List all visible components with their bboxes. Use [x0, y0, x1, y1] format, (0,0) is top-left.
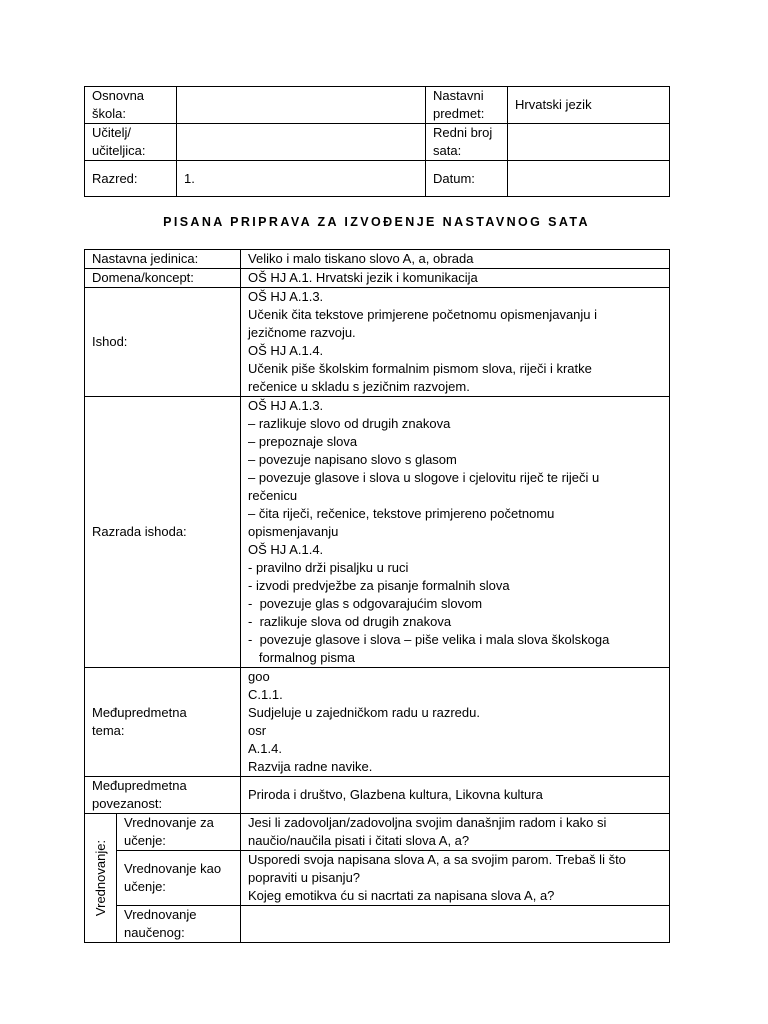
- eval-for-label: Vrednovanje za učenje:: [117, 814, 241, 851]
- row-cross-topic: [85, 668, 670, 777]
- evaluation-label: Vrednovanje:: [92, 839, 108, 917]
- row-correlation: [85, 777, 670, 814]
- text-line: Jesi li zadovoljan/zadovoljna svojim današnjim radom i kako si: [248, 815, 607, 830]
- text-line: rečenice u skladu s jezičnim razvojem.: [248, 379, 470, 394]
- teacher-label: Učitelj/ učiteljica:: [85, 124, 177, 161]
- domain-value[interactable]: OŠ HJ A.1. Hrvatski jezik i komunikacija: [241, 269, 670, 288]
- row-domain: [85, 269, 670, 288]
- text-line: naučio/naučila pisati i čitati slova A, a?: [248, 833, 470, 848]
- eval-for-value[interactable]: [241, 814, 670, 851]
- text-line: - izvodi predvježbe za pisanje formalnih slova: [248, 578, 510, 593]
- correlation-label: Međupredmetna povezanost:: [85, 777, 241, 814]
- lesson-number-label: Redni broj sata:: [426, 124, 508, 161]
- text-line: – prepoznaje slova: [248, 434, 358, 449]
- lesson-plan-table: [84, 249, 670, 943]
- page-title: PISANA PRIPRAVA ZA IZVOĐENJE NASTAVNOG SATA: [163, 215, 590, 229]
- correlation-value[interactable]: Priroda i društvo, Glazbena kultura, Likovna kultura: [241, 777, 670, 814]
- elaboration-value[interactable]: [241, 397, 670, 668]
- text-line: - razlikuje slova od drugih znakova: [248, 614, 452, 629]
- text-line: opismenjavanju: [248, 524, 339, 539]
- date-value[interactable]: [508, 161, 670, 197]
- lesson-number-value[interactable]: [508, 124, 670, 161]
- eval-as-value[interactable]: [241, 851, 670, 906]
- text-line: A.1.4.: [248, 741, 282, 756]
- row-eval-as: [85, 851, 670, 906]
- eval-of-label: Vrednovanje naučenog:: [117, 906, 241, 943]
- teacher-value[interactable]: [177, 124, 426, 161]
- text-line: – povezuje glasove i slova u slogove i cjelovitu riječ te riječi u: [248, 470, 600, 485]
- text-line: Učenik čita tekstove primjerene početnomu opismenjavanju i: [248, 307, 598, 322]
- domain-label: Domena/koncept:: [85, 269, 241, 288]
- row-unit: [85, 250, 670, 269]
- text-line: formalnog pisma: [248, 650, 355, 665]
- grade-label: Razred:: [85, 161, 177, 197]
- text-line: jezičnome razvoju.: [248, 325, 356, 340]
- header-row-teacher: [85, 124, 670, 161]
- text-line: - pravilno drži pisaljku u ruci: [248, 560, 409, 575]
- row-elaboration: [85, 397, 670, 668]
- header-row-school: [85, 87, 670, 124]
- grade-value[interactable]: 1.: [177, 161, 426, 197]
- text-line: Sudjeluje u zajedničkom radu u razredu.: [248, 705, 480, 720]
- text-line: C.1.1.: [248, 687, 283, 702]
- text-line: Kojeg emotikva ću si nacrtati za napisana slova A, a?: [248, 888, 555, 903]
- subject-value[interactable]: Hrvatski jezik: [508, 87, 670, 124]
- text-line: – povezuje napisano slovo s glasom: [248, 452, 457, 467]
- unit-value[interactable]: Veliko i malo tiskano slovo A, a, obrada: [241, 250, 670, 269]
- header-row-grade: [85, 161, 670, 197]
- text-line: OŠ HJ A.1.3.: [248, 398, 324, 413]
- text-line: OŠ HJ A.1.4.: [248, 542, 324, 557]
- text-line: - povezuje glasove i slova – piše velika i mala slova školskoga: [248, 632, 610, 647]
- evaluation-group: [85, 814, 117, 943]
- text-line: rečenicu: [248, 488, 298, 503]
- header-table: [84, 86, 670, 197]
- text-line: – razlikuje slovo od drugih znakova: [248, 416, 451, 431]
- subject-label: Nastavni predmet:: [426, 87, 508, 124]
- cross-topic-label: Međupredmetna tema:: [85, 668, 241, 777]
- text-line: osr: [248, 723, 267, 738]
- text-line: Razvija radne navike.: [248, 759, 373, 774]
- text-line: – čita riječi, rečenice, tekstove primjereno početnomu: [248, 506, 555, 521]
- text-line: - povezuje glas s odgovarajućim slovom: [248, 596, 483, 611]
- text-line: Učenik piše školskim formalnim pismom slova, riječi i kratke: [248, 361, 592, 376]
- row-outcome: [85, 288, 670, 397]
- school-label: Osnovna škola:: [85, 87, 177, 124]
- text-line: OŠ HJ A.1.3.: [248, 289, 324, 304]
- text-line: Usporedi svoja napisana slova A, a sa svojim parom. Trebaš li što: [248, 852, 626, 867]
- text-line: popraviti u pisanju?: [248, 870, 361, 885]
- date-label: Datum:: [426, 161, 508, 197]
- row-eval-for: [85, 814, 670, 851]
- row-eval-of: [85, 906, 670, 943]
- eval-as-label: Vrednovanje kao učenje:: [117, 851, 241, 906]
- cross-topic-value[interactable]: [241, 668, 670, 777]
- outcome-label: Ishod:: [85, 288, 241, 397]
- elaboration-label: Razrada ishoda:: [85, 397, 241, 668]
- text-line: goo: [248, 669, 270, 684]
- unit-label: Nastavna jedinica:: [85, 250, 241, 269]
- school-value[interactable]: [177, 87, 426, 124]
- text-line: OŠ HJ A.1.4.: [248, 343, 324, 358]
- outcome-value[interactable]: [241, 288, 670, 397]
- eval-of-value[interactable]: [241, 906, 670, 943]
